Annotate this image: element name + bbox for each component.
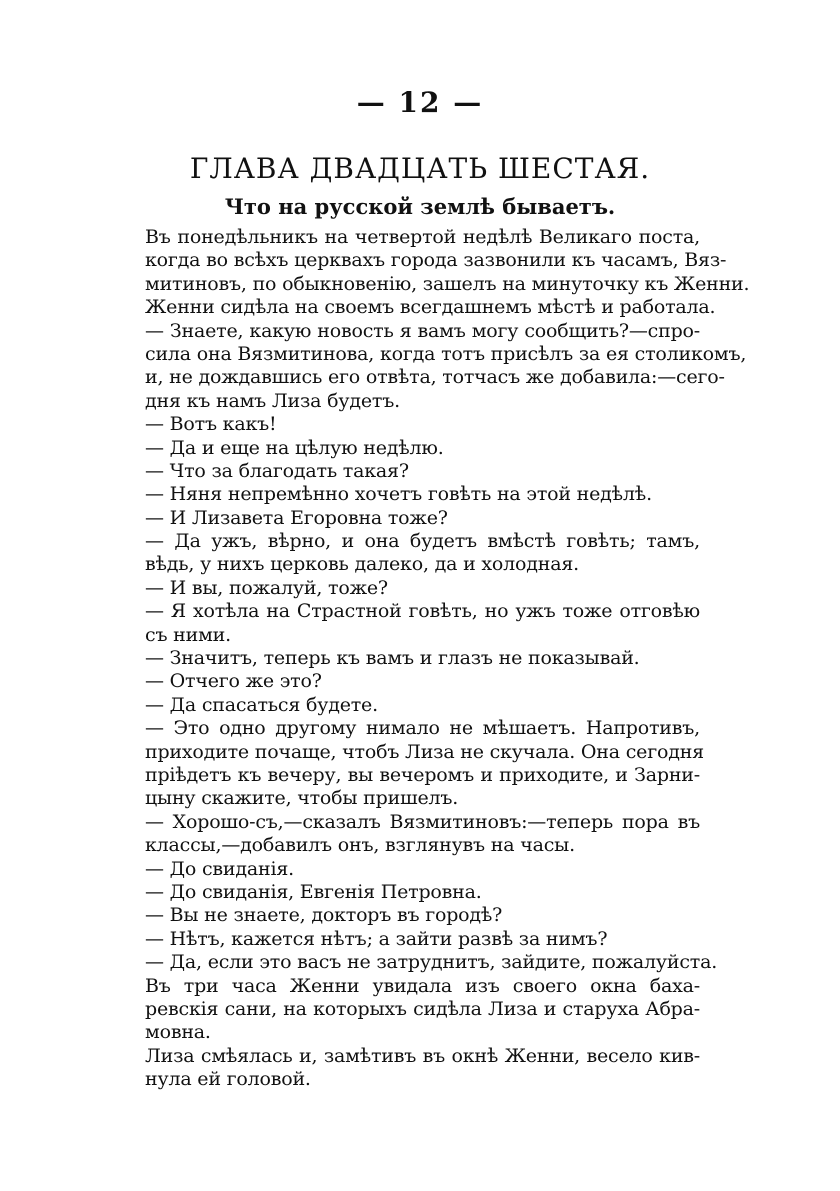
text-line: классы,—добавилъ онъ, взглянувъ на часы. (145, 834, 575, 857)
text-line: — Вы не знаете, докторъ въ городѣ? (145, 904, 503, 927)
text-line: пріѣдетъ къ вечеру, вы вечеромъ и приходите, и Зарни- (145, 763, 700, 786)
text-line: — Знаете, какую новость я вамъ могу сообщить?—спро- (145, 319, 700, 342)
chapter-subtitle: Что на русской землѣ бываетъ. (224, 194, 616, 219)
chapter-title: ГЛАВА ДВАДЦАТЬ ШЕСТАЯ. (189, 152, 651, 185)
page-number: — 12 — (356, 86, 484, 119)
text-line: — Значитъ, теперь къ вамъ и глазъ не показывай. (145, 647, 640, 670)
text-line: — Отчего же это? (145, 670, 322, 693)
text-line: ревскія сани, на которыхъ сидѣла Лиза и старуха Абра- (145, 997, 700, 1020)
text-line: — До свиданія, Евгенія Петровна. (145, 880, 482, 903)
text-line: приходите почаще, чтобъ Лиза не скучала. Она сегодня (145, 740, 704, 763)
text-line: — И вы, пожалуй, тоже? (145, 576, 388, 599)
text-line: митиновъ, по обыкновенію, зашелъ на минуточку къ Женни. (145, 272, 750, 295)
text-line: когда во всѣхъ церквахъ города зазвонили къ часамъ, Вяз- (145, 249, 727, 272)
text-line: цыну скажите, чтобы пришелъ. (145, 787, 459, 810)
text-line: съ ними. (145, 623, 231, 646)
text-line: Въ три часа Женни увидала изъ своего окна баха- (145, 974, 700, 997)
text-line: — Няня непремѣнно хочетъ говѣть на этой недѣлѣ. (145, 483, 652, 506)
body-text (145, 226, 750, 1091)
text-line: — Хорошо-съ,—сказалъ Вязмитиновъ:—теперь пора въ (145, 810, 700, 833)
text-line: Въ понедѣльникъ на четвертой недѣлѣ Великаго поста, (145, 226, 700, 248)
text-line: Женни сидѣла на своемъ всегдашнемъ мѣстѣ и работала. (145, 296, 716, 319)
text-line: мовна. (145, 1021, 211, 1044)
text-line: — И Лизавета Егоровна тоже? (145, 506, 448, 529)
text-line: — Это одно другому нимало не мѣшаетъ. Напротивъ, (145, 717, 700, 740)
text-line: Лиза смѣялась и, замѣтивъ въ окнѣ Женни, весело кив- (145, 1044, 700, 1067)
text-line: — До свиданія. (145, 857, 294, 880)
text-line: — Я хотѣла на Страстной говѣть, но ужъ тоже отговѣю (145, 600, 700, 623)
text-line: — Вотъ какъ! (145, 413, 277, 436)
text-line: — Что за благодать такая? (145, 459, 409, 482)
text-line: — Да спасаться будете. (145, 693, 378, 716)
text-line: — Да и еще на цѣлую недѣлю. (145, 436, 444, 459)
text-line: вѣдь, у нихъ церковь далеко, да и холодная. (145, 553, 579, 576)
text-line: — Да, если это васъ не затруднитъ, зайдите, пожалуйста. (145, 951, 718, 974)
text-line: дня къ намъ Лиза будетъ. (145, 389, 400, 412)
text-line: нула ей головой. (145, 1068, 311, 1091)
text-line: и, не дождавшись его отвѣта, тотчасъ же добавила:—сего- (145, 366, 725, 389)
text-line: сила она Вязмитинова, когда тотъ присѣлъ за ея столикомъ, (145, 342, 747, 365)
text-line: — Нѣтъ, кажется нѣтъ; а зайти развѣ за нимъ? (145, 927, 608, 950)
text-line: — Да ужъ, вѣрно, и она будетъ вмѣстѣ говѣть; тамъ, (145, 530, 700, 553)
